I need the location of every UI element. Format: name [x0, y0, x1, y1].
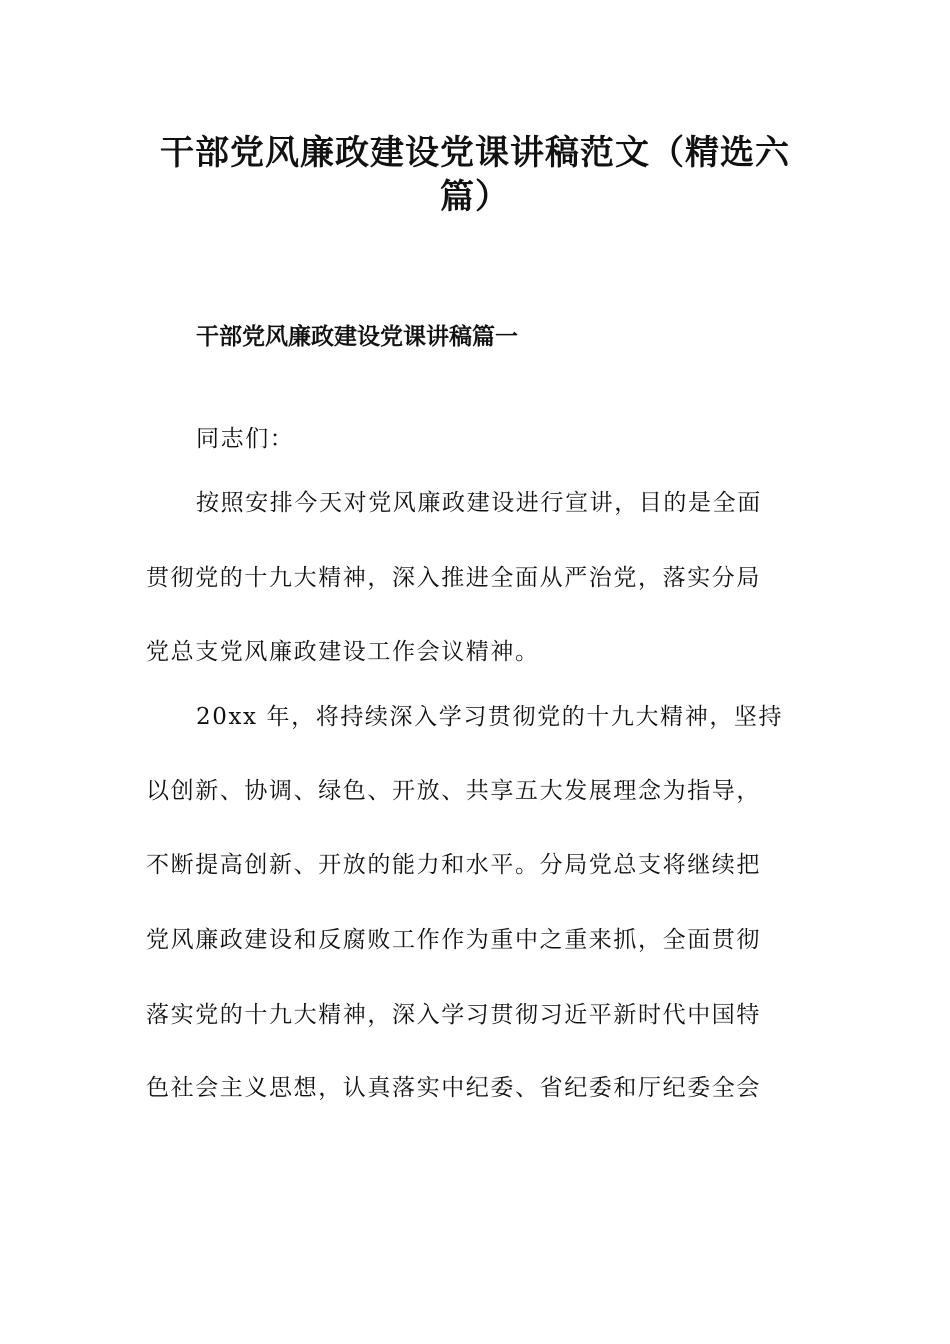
- document-title-line-2: 篇）: [440, 177, 510, 217]
- salutation: 同志们：: [196, 426, 295, 452]
- paragraph-line: 按照安排今天对党风廉政建设进行宣讲，目的是全面: [196, 490, 762, 516]
- paragraph-line: 色社会主义思想，认真落实中纪委、省纪委和厅纪委全会: [146, 1075, 761, 1101]
- paragraph-line: 不断提高创新、开放的能力和水平。分局党总支将继续把: [146, 852, 761, 878]
- paragraph-line: 以创新、协调、绿色、开放、共享五大发展理念为指导，: [146, 778, 761, 804]
- document-title-line-1: 干部党风廉政建设党课讲稿范文（精选六: [160, 133, 790, 173]
- paragraph-line: 党风廉政建设和反腐败工作作为重中之重来抓，全面贯彻: [146, 927, 761, 953]
- paragraph-line: 贯彻党的十九大精神，深入推进全面从严治党，落实分局: [146, 565, 761, 591]
- paragraph-line: 20xx 年，将持续深入学习贯彻党的十九大精神，坚持: [196, 704, 784, 730]
- paragraph-line: 落实党的十九大精神，深入学习贯彻习近平新时代中国特: [146, 1002, 761, 1028]
- paragraph-line: 党总支党风廉政建设工作会议精神。: [146, 639, 540, 665]
- section-heading: 干部党风廉政建设党课讲稿篇一: [196, 324, 518, 350]
